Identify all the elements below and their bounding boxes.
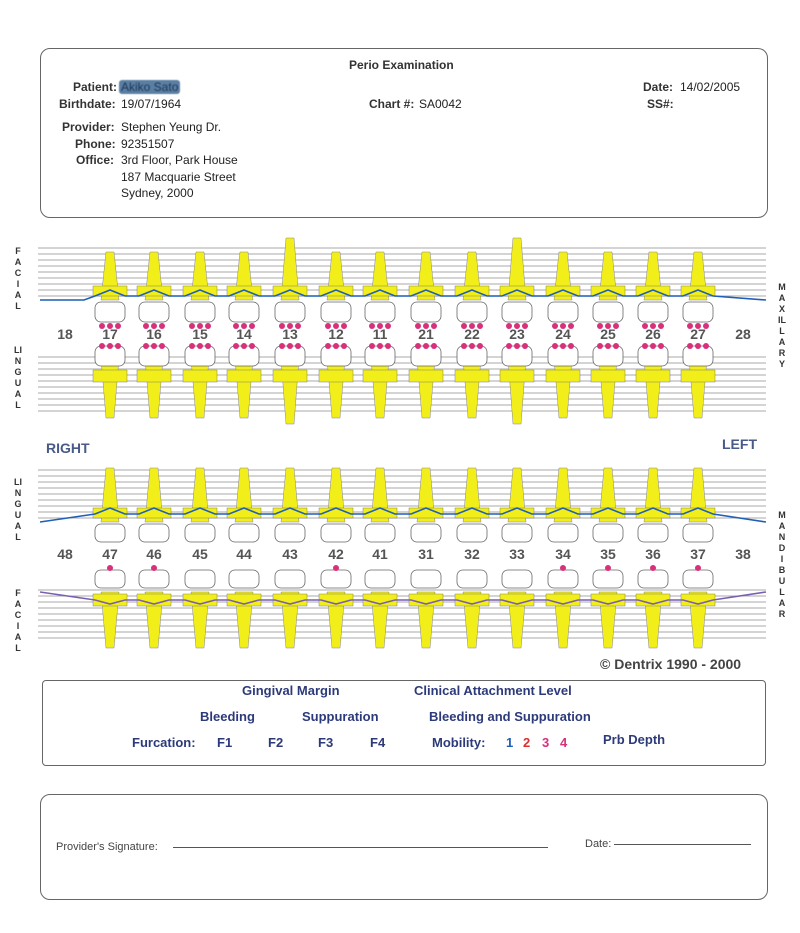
date-label: Date: [643,80,674,94]
tooth-number-13[interactable]: 13 [282,326,298,342]
signature-date-label: Date: [585,838,612,850]
tooth-crown [411,524,441,542]
bleeding-dot [377,343,383,349]
office-line-1: 3rd Floor, Park House [121,153,238,167]
tooth-crown [457,570,487,588]
tooth-root [463,358,481,418]
tooth-number-45[interactable]: 45 [192,546,208,562]
bleeding-dot [522,343,528,349]
bleeding-dot [369,343,375,349]
tooth-crown [275,524,305,542]
legend-box [42,680,766,766]
tooth-crown [185,302,215,322]
bleeding-dot [115,343,121,349]
tooth-number-27[interactable]: 27 [690,326,706,342]
probe-bar [183,370,217,382]
chart-number-label: Chart #: [369,97,415,111]
tooth-crown [185,570,215,588]
tooth-crown [95,570,125,588]
bleeding-dot [687,343,693,349]
bleeding-dot [477,343,483,349]
bleeding-dot [650,565,656,571]
bleeding-dot [151,343,157,349]
legend-prb-depth: Prb Depth [603,732,666,747]
bleeding-dot [205,343,211,349]
bleeding-dot [642,343,648,349]
tooth-crown [321,570,351,588]
bleeding-dot [552,343,558,349]
date-value: 14/02/2005 [680,80,741,94]
tooth-root [417,358,435,418]
tooth-crown [638,302,668,322]
bleeding-dot [431,343,437,349]
bleeding-dot [605,343,611,349]
tooth-root [327,358,345,418]
tooth-number-35[interactable]: 35 [600,546,616,562]
tooth-root [554,358,572,418]
tooth-number-46[interactable]: 46 [146,546,162,562]
bleeding-dot [241,343,247,349]
tooth-crown [502,302,532,322]
tooth-number-33[interactable]: 33 [509,546,525,562]
tooth-number-11[interactable]: 11 [372,326,388,342]
bleeding-dot [461,343,467,349]
probe-bar [500,370,534,382]
legend-furcation: Furcation: [132,735,196,750]
tooth-crown [502,570,532,588]
tooth-number-16[interactable]: 16 [146,326,162,342]
tooth-crown [139,570,169,588]
tooth-root [235,358,253,418]
tooth-crown [139,524,169,542]
bleeding-dot [107,565,113,571]
legend-f3: F3 [318,735,334,750]
phone-label: Phone: [75,137,116,151]
patient-label: Patient: [73,80,118,94]
tooth-crown [229,570,259,588]
tooth-crown [593,524,623,542]
signature-date-line[interactable] [614,844,751,845]
tooth-crown [683,302,713,322]
provider-label: Provider: [62,120,115,134]
tooth-root [689,358,707,418]
tooth-crown [548,570,578,588]
bleeding-dot [333,565,339,571]
tooth-crown [321,302,351,322]
bleeding-dot [197,343,203,349]
tooth-number-41[interactable]: 41 [372,546,388,562]
tooth-root [644,358,662,418]
tooth-number-38[interactable]: 38 [735,546,751,562]
probe-bar [681,370,715,382]
tooth-crown [139,302,169,322]
probe-bar [591,370,625,382]
tooth-number-42[interactable]: 42 [328,546,344,562]
probe-bar [137,370,171,382]
tooth-crown [95,524,125,542]
tooth-crown [683,570,713,588]
tooth-root [191,358,209,418]
bleeding-dot [605,565,611,571]
bleeding-dot [143,343,149,349]
tooth-number-25[interactable]: 25 [600,326,616,342]
bleeding-dot [650,343,656,349]
phone-value: 92351507 [121,137,175,151]
bleeding-dot [560,343,566,349]
legend-f4: F4 [370,735,386,750]
legend-mobility-3: 3 [542,735,550,750]
tooth-number-31[interactable]: 31 [418,546,434,562]
birthdate-value: 19/07/1964 [121,97,182,111]
bleeding-dot [233,343,239,349]
tooth-crown [411,570,441,588]
legend-bleeding-suppuration: Bleeding and Suppuration [429,709,591,724]
probe-bar [409,370,443,382]
tooth-crown [185,524,215,542]
tooth-crown [502,524,532,542]
bleeding-dot [279,343,285,349]
label-facial-upper: FACIAL [14,246,22,311]
bleeding-dot [514,343,520,349]
legend-mobility-2: 2 [523,735,531,750]
tooth-crown [593,570,623,588]
bleeding-dot [189,343,195,349]
ss-label: SS#: [647,97,674,111]
birthdate-label: Birthdate: [59,97,116,111]
tooth-crown [365,570,395,588]
label-right: RIGHT [46,440,90,456]
bleeding-dot [333,343,339,349]
tooth-root [371,358,389,418]
legend-mobility: Mobility: [432,735,486,750]
legend-f2: F2 [268,735,284,750]
bleeding-dot [469,343,475,349]
tooth-number-36[interactable]: 36 [645,546,661,562]
bleeding-dot [560,565,566,571]
bleeding-dot [341,343,347,349]
tooth-number-24[interactable]: 24 [555,326,571,342]
bleeding-dot [597,343,603,349]
tooth-number-34[interactable]: 34 [555,546,571,562]
bleeding-dot [506,343,512,349]
bleeding-dot [695,565,701,571]
bleeding-dot [325,343,331,349]
tooth-crown [95,302,125,322]
legend-suppuration: Suppuration [302,709,379,724]
label-lingual-upper: LINGUAL [14,345,22,410]
legend-bleeding: Bleeding [200,709,255,724]
label-lingual-lower: LINGUAL [14,477,22,542]
tooth-number-18[interactable]: 18 [57,326,73,342]
bleeding-dot [703,343,709,349]
tooth-crown [457,524,487,542]
tooth-root [599,358,617,418]
copyright: © Dentrix 1990 - 2000 [600,656,742,672]
provider-signature-label: Provider's Signature: [56,841,158,853]
bleeding-dot [695,343,701,349]
bleeding-dot [287,343,293,349]
probe-bar [363,370,397,382]
tooth-crown [411,302,441,322]
tooth-crown [365,524,395,542]
tooth-number-14[interactable]: 14 [236,326,252,342]
tooth-root [101,358,119,418]
probe-bar [93,370,127,382]
tooth-number-47[interactable]: 47 [102,546,118,562]
tooth-crown [638,524,668,542]
bleeding-dot [423,343,429,349]
probe-bar [455,370,489,382]
probe-bar [227,370,261,382]
tooth-number-21[interactable]: 21 [418,326,434,342]
tooth-crown [548,524,578,542]
bleeding-dot [613,343,619,349]
tooth-root [145,358,163,418]
legend-mobility-4: 4 [560,735,568,750]
tooth-number-12[interactable]: 12 [328,326,344,342]
legend-f1: F1 [217,735,233,750]
office-label: Office: [76,153,115,167]
probe-bar [273,370,307,382]
label-maxillary: MAXILLARY [778,282,786,369]
tooth-crown [593,302,623,322]
tooth-root [281,358,299,424]
tooth-crown [638,570,668,588]
exam-title: Perio Examination [349,58,454,72]
patient-name: Akiko Sato [121,80,179,94]
bleeding-dot [568,343,574,349]
tooth-crown [229,524,259,542]
tooth-crown [365,302,395,322]
tooth-root [508,358,526,424]
tooth-number-17[interactable]: 17 [102,326,118,342]
tooth-crown [321,524,351,542]
bleeding-dot [159,343,165,349]
label-mandibular: MANDIBULAR [778,510,786,619]
legend-clinical-attachment: Clinical Attachment Level [414,683,572,698]
tooth-crown [683,524,713,542]
legend-mobility-1: 1 [506,735,514,750]
tooth-number-15[interactable]: 15 [192,326,208,342]
provider-value: Stephen Yeung Dr. [121,120,222,134]
tooth-crown [275,302,305,322]
tooth-number-22[interactable]: 22 [464,326,480,342]
tooth-crown [548,302,578,322]
legend-gingival-margin: Gingival Margin [242,683,340,698]
tooth-crown [275,570,305,588]
bleeding-dot [658,343,664,349]
tooth-number-37[interactable]: 37 [690,546,706,562]
bleeding-dot [249,343,255,349]
bleeding-dot [151,565,157,571]
bleeding-dot [99,343,105,349]
tooth-number-44[interactable]: 44 [236,546,252,562]
bleeding-dot [295,343,301,349]
probe-bar [546,370,580,382]
probe-bar [319,370,353,382]
office-line-3: Sydney, 2000 [121,186,194,200]
tooth-number-26[interactable]: 26 [645,326,661,342]
bleeding-dot [415,343,421,349]
office-line-2: 187 Macquarie Street [121,170,236,184]
bleeding-dot [385,343,391,349]
tooth-number-28[interactable]: 28 [735,326,751,342]
bleeding-dot [107,343,113,349]
tooth-number-23[interactable]: 23 [509,326,525,342]
provider-signature-line[interactable] [173,847,548,848]
tooth-crown [457,302,487,322]
chart-number-value: SA0042 [419,97,462,111]
probe-bar [636,370,670,382]
tooth-number-43[interactable]: 43 [282,546,298,562]
label-facial-lower: FACIAL [14,588,22,653]
label-left: LEFT [722,436,757,452]
tooth-crown [229,302,259,322]
tooth-number-48[interactable]: 48 [57,546,73,562]
tooth-number-32[interactable]: 32 [464,546,480,562]
